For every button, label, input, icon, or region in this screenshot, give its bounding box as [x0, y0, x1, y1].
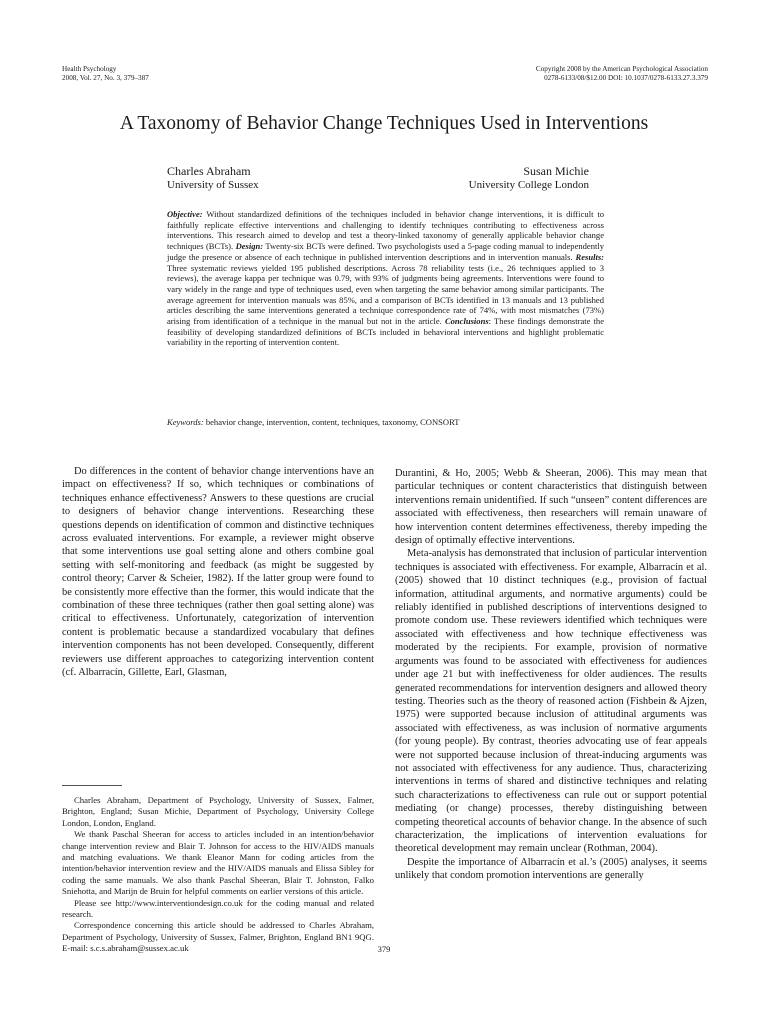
conclusions-text: : These findings demonstrate the feasibility of developing standardized definitions of BCTs included in behavioral interventions and highlight problematic variability in the reporting of intervention content.: [167, 316, 604, 348]
body-column-left: [62, 465, 374, 680]
author-affiliation: University College London: [468, 179, 589, 191]
page-number: 379: [377, 944, 391, 954]
author-note: Charles Abraham, Department of Psychology, University of Sussex, Falmer, Brighton, England; Susan Michie, Department of Psychology, University College London, London, England.: [62, 795, 374, 828]
doi-line: 0278-6133/08/$12.00 DOI: 10.1037/0278-6133.27.3.379: [544, 74, 708, 82]
journal-volume: 2008, Vol. 27, No. 3, 379–387: [62, 74, 149, 82]
keywords: [167, 417, 604, 428]
body-paragraph: Despite the importance of Albarracín et al.’s (2005) analyses, it seems unlikely that condom promotion interventions are generally: [395, 856, 707, 882]
body-paragraph: Durantini, & Ho, 2005; Webb & Sheeran, 2006). This may mean that particular techniques or content characteristics that distinguish between interventions remain unidentified. If such “unseen” content differences are associated with effectiveness, then researchers will remain unaware of how intervention content determines effectiveness, thereby impeding the design of optimally effective interventions.: [395, 468, 707, 547]
body-paragraph: Do differences in the content of behavior change interventions have an impact on effectiveness? If so, which techniques or combinations of techniques enhance effectiveness? Answers to these questions are crucial to designers of behavior change interventions. Researching these questions depends on identification of common and distinctive techniques across evaluated interventions. For example, a reviewer might observe that some interventions use goal setting alone and others combine goal setting with self-monitoring and feedback (as might be suggested by control theory; Carver & Scheier, 1982). If the latter group were found to be consistently more effective than the former, this would indicate that the combination of these three techniques (rather then goal setting alone) was critical to effectiveness. Unfortunately, categorization of intervention content is problematic because a standardized vocabulary that defines intervention components has not been developed. Consequently, different reviewers use different approaches to categorizing intervention content (cf. Albarracín, Gillette, Earl, Glasman,: [62, 466, 374, 679]
author-notes: [62, 795, 374, 955]
author-block-2: [469, 164, 589, 192]
copyright-line: Copyright 2008 by the American Psychological Association: [535, 65, 708, 73]
author-block-1: [167, 164, 259, 192]
journal-info: [62, 65, 149, 83]
journal-name: Health Psychology: [62, 65, 117, 73]
objective-text: Without standardized definitions of the techniques included in behavior change interventions, it is difficult to faithfully replicate effective interventions and challenging to identify techniques contributing to effectiveness across interventions. This research aimed to develop and test a theory-linked taxonomy of generally applicable behavior change techniques (BCTs).: [167, 209, 604, 252]
keywords-text: behavior change, intervention, content, techniques, taxonomy, CONSORT: [203, 417, 460, 427]
author-name: Charles Abraham: [167, 164, 251, 178]
author-name: Susan Michie: [523, 164, 589, 178]
abstract: [167, 209, 604, 348]
keywords-label: Keywords:: [167, 417, 204, 427]
author-note: We thank Paschal Sheeran for access to articles included in an intention/behavior change intervention review and Blair T. Johnson for access to the HIV/AIDS manuals and matching evaluations. We thank Eleanor Mann for coding articles from the intention/behavior intervention review and the HIV/AIDS manuals and Elissa Sibley for coding the same manuals. We also thank Paschal Sheeran, Blair T. Johnston, Falko Sniehotta, and Marijn de Bruin for helpful comments on earlier versions of this article.: [62, 829, 374, 897]
author-affiliation: University of Sussex: [167, 179, 259, 191]
body-column-right: [395, 467, 707, 883]
author-note: Please see http://www.interventiondesign.co.uk for the coding manual and related research.: [62, 897, 374, 920]
article-title: A Taxonomy of Behavior Change Techniques Used in Interventions: [119, 113, 649, 134]
results-text: Three systematic reviews yielded 195 published descriptions. Across 78 reliability tests (i.e., 26 techniques applied to 3 reviews), the average kappa per technique was 0.79, with 93% of judgments being agreements. Interventions were found to vary widely in the range and type of techniques used, even when targeting the same behavior among similar participants. The average agreement for intervention manuals was 85%, and a comparison of BCTs identified in 13 manuals and 13 published articles describing the same interventions generated a technique correspondence rate of 74%, with most mismatches (73%) arising from identification of a technique in the manual but not in the article.: [167, 262, 604, 327]
objective-label: Objective:: [167, 209, 203, 219]
abstract-text: [167, 209, 604, 348]
conclusions-label: Conclusions: [444, 316, 489, 327]
author-note: Correspondence concerning this article should be addressed to Charles Abraham, Department of Psychology, University of Sussex, Falmer, Brighton, England BN1 9QG. E-mail: s.c.s.abraham@sussex.ac.uk: [62, 920, 374, 954]
results-label: Results:: [575, 251, 604, 262]
footnote-rule: [62, 785, 122, 786]
body-paragraph: Meta-analysis has demonstrated that inclusion of particular intervention techniques is associated with effectiveness. For example, Albarracín et al. (2005) showed that 10 distinct techniques (e.g., provision of factual information, attitudinal arguments, and normative arguments) could be reliably identified in published descriptions of interventions designed to promote condom use. These reviewers identified which techniques were associated with effectiveness and how technique effectiveness was moderated by the recipients. For example, provision of normative arguments was found to be associated with effectiveness for audiences under age 21 but with ineffectiveness for older audiences. The results generated recommendations for intervention designers and allowed theory testing. Theories such as the theory of reasoned action (Fishbein & Ajzen, 1975) were supported because inclusion of attitudinal arguments was associated with effectiveness, as was inclusion of normative arguments (for young people). By contrast, theories advocating use of fear appeals were not supported because inclusion of threat-inducing arguments was not associated with effectiveness for any audience. Thus, characterizing interventions in terms of shared and distinctive techniques and relating such characterizations to effectiveness can rule out or support potential mediating (or change) processes, thereby distinguishing between competing theoretical accounts of behavior change. In the absence of such characterization, the implications of intervention evaluations for theoretical development may remain unclear (Rothman, 2004).: [395, 548, 707, 855]
design-text: Twenty-six BCTs were defined. Two psychologists used a 5-page coding manual to independently judge the presence or absence of each technique in published intervention descriptions and in intervention manuals.: [167, 241, 604, 262]
design-label: Design:: [235, 241, 264, 252]
copyright-info: [536, 65, 708, 83]
